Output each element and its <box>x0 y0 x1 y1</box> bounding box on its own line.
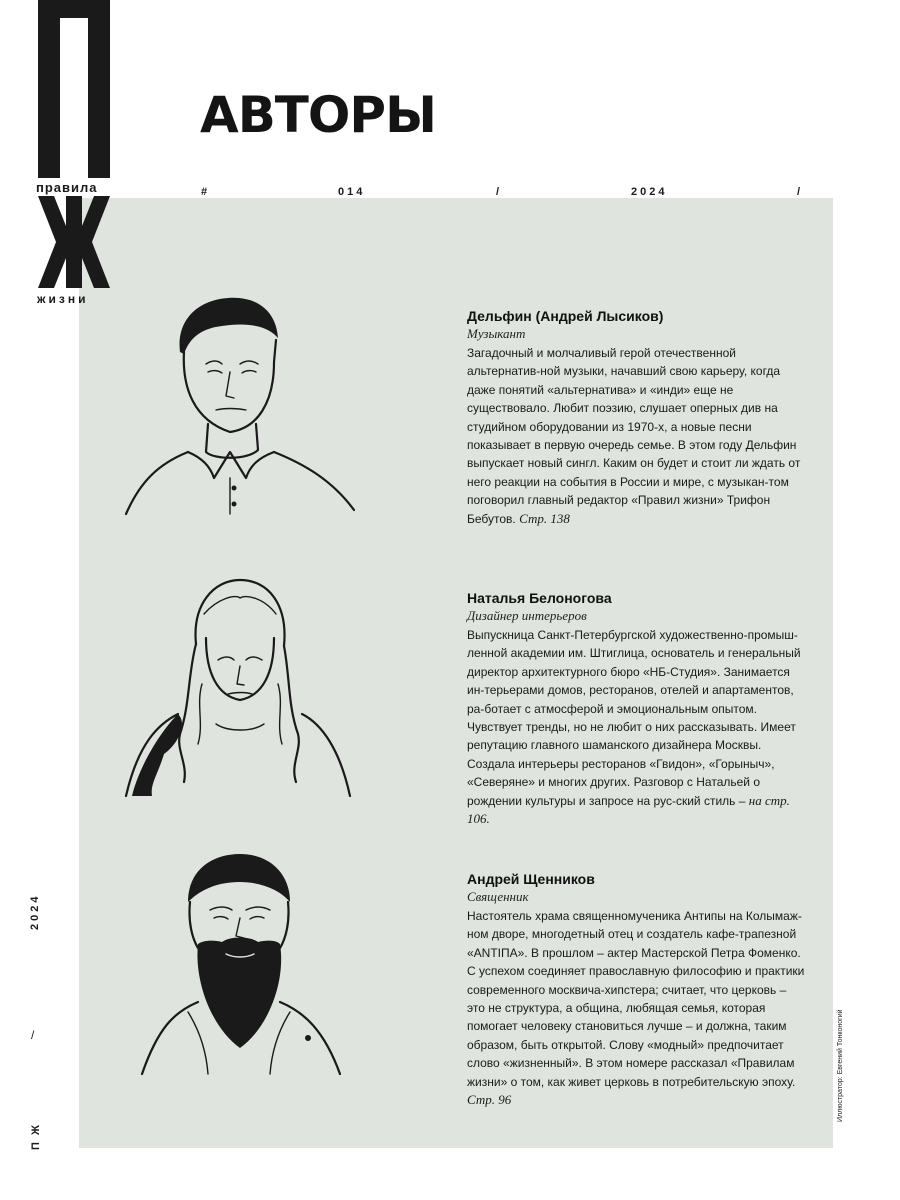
logo-letter-p <box>38 0 110 178</box>
side-logo: П Ж <box>30 1123 42 1150</box>
author-bio: Настоятель храма священномученика Антипы на Колымаж-ном дворе, многодетный отец и создатель кафе-трапезной «ANTIПA». В прошлом – актер Мастерской Петра Фоменко. С успехом соединяет православную философию и практики современного москвича-хипстера; считает, что церковь – это не структура, а община, любящая семья, которая помогает человеку становиться лучше – и должна, таким образом, быть открытой. Слову «модный» предпочитает слово «жизненный». В этом номере рассказал «Правилам жизни» о том, как живет церковь в потребительскую эпоху. Стр. 96 <box>467 909 805 1108</box>
page-reference: Стр. 138 <box>519 510 570 526</box>
author-name: Наталья Белоногова <box>467 590 612 606</box>
issue-number: 014 <box>338 186 366 198</box>
author-name: Андрей Щенников <box>467 871 595 887</box>
author-name: Дельфин (Андрей Лысиков) <box>467 308 664 324</box>
issue-slash-end: / <box>797 186 804 198</box>
author-role: Священник <box>467 889 529 904</box>
author-role: Дизайнер интерьеров <box>467 608 587 623</box>
issue-year: 2024 <box>631 186 668 198</box>
portrait-schennikov <box>118 852 363 1077</box>
entry-schennikov <box>467 871 807 1109</box>
entry-delfin <box>467 308 807 528</box>
side-slash: / <box>31 1028 35 1042</box>
author-bio: Выпускница Санкт-Петербургской художественно-промыш-ленной академии им. Штиглица, основатель и генеральный директор архитектурного бюро «НБ-Студия». Занимается ин-терьерами домов, ресторанов, отелей и апартаментов, ра-ботает с атмосферой и эмоциональным опытом. Чувствует тренды, но не любит о них рассказывать. Имеет репутацию главного шаманского дизайнера Москвы. Создала интерьеры ресторанов «Гвидон», «Горыныч», «Северяне» и многих других. Разговор с Натальей о рождении культуры и запросе на рус-ский стиль – на стр. 106. <box>467 628 801 827</box>
logo-letter-zh <box>36 196 112 288</box>
side-year: 2024 <box>29 893 41 930</box>
entry-belonogova <box>467 590 807 828</box>
portrait-belonogova <box>118 574 363 799</box>
illustrator-credit: Иллюстратор: Евгений Тонконогий <box>837 1009 844 1122</box>
page-title: АВТОРЫ <box>200 86 436 144</box>
issue-hash: # <box>201 186 211 198</box>
logo-word-pravila: правила <box>36 180 98 195</box>
page-reference: на стр. 106. <box>467 792 790 827</box>
portrait-delfin <box>118 292 363 517</box>
logo-word-zhizni: жизни <box>37 292 89 306</box>
page-reference: Стр. 96 <box>467 1092 512 1108</box>
issue-slash: / <box>496 186 503 198</box>
author-bio: Загадочный и молчаливый герой отечественной альтернатив-ной музыки, начавший свою карьеру, когда даже понятий «альтернатива» и «инди» еще не существовало. Любит поэзию, слушает оперных див на студийном оборудовании из 1970-х, а новые песни показывает в первую очередь семье. В этом году Дельфин выпускает новый сингл. Каким он будет и стоит ли ждать от него реакции на события в России и мире, с музыкан-том поговорил главный редактор «Правил жизни» Трифон Бебутов. Стр. 138 <box>467 346 801 526</box>
author-role: Музыкант <box>467 326 526 341</box>
